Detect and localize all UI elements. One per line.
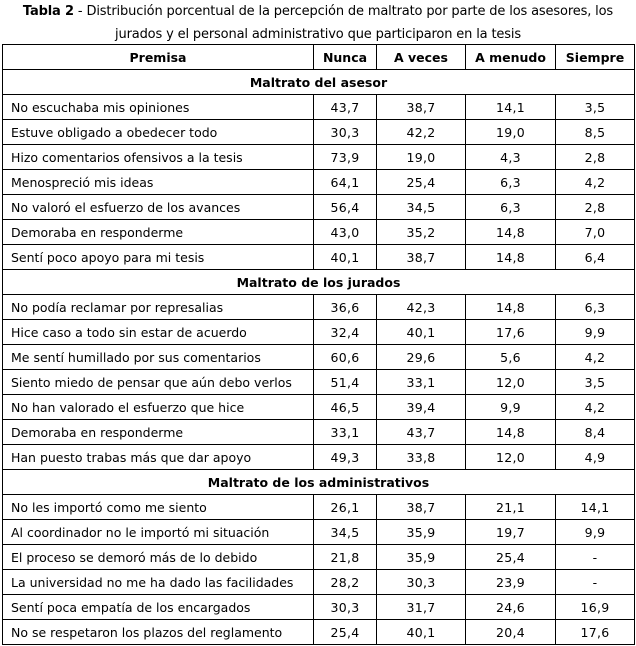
nunca-cell: 51,4 [314,370,377,395]
header-a-menudo: A menudo [466,45,556,70]
caption-line-2: jurados y el personal administrativo que participaron en la tesis [115,27,521,42]
a-veces-cell: 35,9 [377,545,466,570]
a-menudo-cell: 12,0 [466,370,556,395]
siempre-cell: 8,5 [556,120,635,145]
siempre-cell: 3,5 [556,95,635,120]
table-row [3,170,635,195]
a-menudo-cell: 14,8 [466,245,556,270]
premisa-cell: No podía reclamar por represalias [3,295,314,320]
nunca-cell: 56,4 [314,195,377,220]
siempre-cell: 2,8 [556,145,635,170]
a-menudo-cell: 20,4 [466,620,556,645]
premisa-cell: Hice caso a todo sin estar de acuerdo [3,320,314,345]
siempre-cell: 7,0 [556,220,635,245]
a-menudo-cell: 17,6 [466,320,556,345]
nunca-cell: 46,5 [314,395,377,420]
section-row [3,470,635,495]
a-veces-cell: 38,7 [377,495,466,520]
siempre-cell: 17,6 [556,620,635,645]
a-menudo-cell: 14,1 [466,95,556,120]
a-menudo-cell: 12,0 [466,445,556,470]
nunca-cell: 21,8 [314,545,377,570]
table-row [3,545,635,570]
a-menudo-cell: 4,3 [466,145,556,170]
a-veces-cell: 29,6 [377,345,466,370]
premisa-cell: No valoró el esfuerzo de los avances [3,195,314,220]
nunca-cell: 43,7 [314,95,377,120]
section-row [3,270,635,295]
section-title: Maltrato del asesor [3,70,635,95]
premisa-cell: La universidad no me ha dado las facilidades [3,570,314,595]
section-title: Maltrato de los jurados [3,270,635,295]
header-a-veces: A veces [377,45,466,70]
siempre-cell: 4,2 [556,395,635,420]
nunca-cell: 32,4 [314,320,377,345]
a-veces-cell: 33,1 [377,370,466,395]
a-veces-cell: 42,3 [377,295,466,320]
siempre-cell: 2,8 [556,195,635,220]
table-row [3,145,635,170]
siempre-cell: 6,3 [556,295,635,320]
a-menudo-cell: 14,8 [466,220,556,245]
a-menudo-cell: 5,6 [466,345,556,370]
a-veces-cell: 39,4 [377,395,466,420]
table-row [3,520,635,545]
a-veces-cell: 38,7 [377,245,466,270]
a-menudo-cell: 19,7 [466,520,556,545]
siempre-cell: 9,9 [556,320,635,345]
nunca-cell: 40,1 [314,245,377,270]
siempre-cell: 14,1 [556,495,635,520]
siempre-cell: - [556,545,635,570]
table-row [3,420,635,445]
a-veces-cell: 40,1 [377,620,466,645]
table-row [3,495,635,520]
nunca-cell: 26,1 [314,495,377,520]
premisa-cell: Estuve obligado a obedecer todo [3,120,314,145]
nunca-cell: 34,5 [314,520,377,545]
nunca-cell: 25,4 [314,620,377,645]
a-veces-cell: 35,9 [377,520,466,545]
siempre-cell: 4,2 [556,170,635,195]
siempre-cell: 9,9 [556,520,635,545]
section-title: Maltrato de los administrativos [3,470,635,495]
header-premisa: Premisa [3,45,314,70]
data-table [2,44,635,645]
section-row [3,70,635,95]
a-veces-cell: 31,7 [377,595,466,620]
table-row [3,320,635,345]
siempre-cell: 6,4 [556,245,635,270]
table-row [3,370,635,395]
a-veces-cell: 33,8 [377,445,466,470]
table-row [3,245,635,270]
nunca-cell: 49,3 [314,445,377,470]
premisa-cell: No les importó como me siento [3,495,314,520]
table-row [3,570,635,595]
a-menudo-cell: 25,4 [466,545,556,570]
premisa-cell: No escuchaba mis opiniones [3,95,314,120]
premisa-cell: Me sentí humillado por sus comentarios [3,345,314,370]
table-row [3,620,635,645]
header-siempre: Siempre [556,45,635,70]
a-veces-cell: 34,5 [377,195,466,220]
premisa-cell: Demoraba en responderme [3,220,314,245]
table-row [3,345,635,370]
premisa-cell: Han puesto trabas más que dar apoyo [3,445,314,470]
header-nunca: Nunca [314,45,377,70]
siempre-cell: - [556,570,635,595]
premisa-cell: El proceso se demoró más de lo debido [3,545,314,570]
a-menudo-cell: 19,0 [466,120,556,145]
a-menudo-cell: 23,9 [466,570,556,595]
siempre-cell: 4,2 [556,345,635,370]
siempre-cell: 8,4 [556,420,635,445]
premisa-cell: Demoraba en responderme [3,420,314,445]
a-veces-cell: 25,4 [377,170,466,195]
a-menudo-cell: 21,1 [466,495,556,520]
siempre-cell: 16,9 [556,595,635,620]
a-menudo-cell: 9,9 [466,395,556,420]
nunca-cell: 30,3 [314,120,377,145]
premisa-cell: Al coordinador no le importó mi situación [3,520,314,545]
table-row [3,595,635,620]
caption-label: Tabla 2 [22,4,74,19]
caption-line-1 [0,0,636,23]
siempre-cell: 3,5 [556,370,635,395]
nunca-cell: 64,1 [314,170,377,195]
table-body [3,70,635,645]
premisa-cell: No han valorado el esfuerzo que hice [3,395,314,420]
nunca-cell: 28,2 [314,570,377,595]
caption-text-1: - Distribución porcentual de la percepción de maltrato por parte de los asesores, los [73,4,614,19]
nunca-cell: 60,6 [314,345,377,370]
premisa-cell: Siento miedo de pensar que aún debo verlos [3,370,314,395]
a-menudo-cell: 6,3 [466,170,556,195]
table-row [3,220,635,245]
a-veces-cell: 42,2 [377,120,466,145]
a-menudo-cell: 24,6 [466,595,556,620]
table-caption [0,0,636,46]
a-veces-cell: 35,2 [377,220,466,245]
nunca-cell: 43,0 [314,220,377,245]
table-row [3,195,635,220]
table-row [3,95,635,120]
premisa-cell: Hizo comentarios ofensivos a la tesis [3,145,314,170]
table-row [3,120,635,145]
nunca-cell: 73,9 [314,145,377,170]
a-veces-cell: 30,3 [377,570,466,595]
premisa-cell: Sentí poca empatía de los encargados [3,595,314,620]
siempre-cell: 4,9 [556,445,635,470]
a-veces-cell: 38,7 [377,95,466,120]
a-menudo-cell: 6,3 [466,195,556,220]
nunca-cell: 36,6 [314,295,377,320]
premisa-cell: Menospreció mis ideas [3,170,314,195]
a-menudo-cell: 14,8 [466,420,556,445]
table-row [3,395,635,420]
a-veces-cell: 19,0 [377,145,466,170]
a-veces-cell: 43,7 [377,420,466,445]
nunca-cell: 33,1 [314,420,377,445]
a-menudo-cell: 14,8 [466,295,556,320]
header-row [3,45,635,70]
premisa-cell: Sentí poco apoyo para mi tesis [3,245,314,270]
table-row [3,295,635,320]
table-row [3,445,635,470]
a-veces-cell: 40,1 [377,320,466,345]
nunca-cell: 30,3 [314,595,377,620]
premisa-cell: No se respetaron los plazos del reglamento [3,620,314,645]
